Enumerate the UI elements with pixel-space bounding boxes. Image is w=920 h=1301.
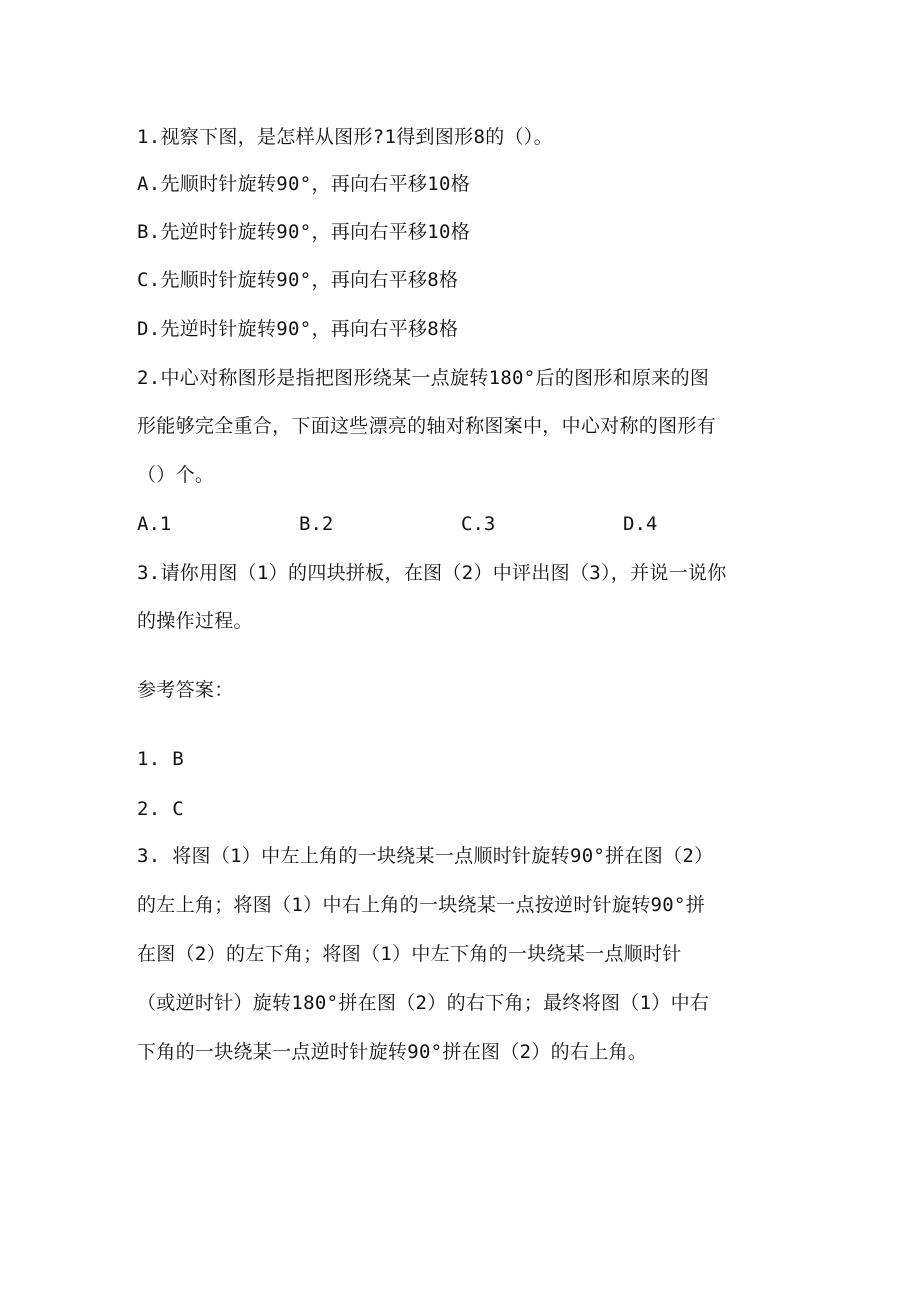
answer-3-line-2: 的左上角；将图（1）中右上角的一块绕某一点按逆时针旋转90°拼 bbox=[137, 894, 706, 916]
q1-stem: 1.视察下图，是怎样从图形?1得到图形8的（）。 bbox=[137, 126, 553, 148]
answers-heading: 参考答案： bbox=[137, 679, 234, 701]
q2-option-d: D.4 bbox=[623, 513, 658, 535]
answer-1: 1. B bbox=[137, 748, 184, 770]
q2-stem-line-2: 形能够完全重合，下面这些漂亮的轴对称图案中，中心对称的图形有 bbox=[137, 415, 717, 437]
q2-option-c: C.3 bbox=[461, 513, 496, 535]
q3-stem-line-2: 的操作过程。 bbox=[137, 610, 253, 632]
answer-3-line-4: （或逆时针）旋转180°拼在图（2）的右下角；最终将图（1）中右 bbox=[137, 992, 710, 1014]
q1-option-b: B.先逆时针旋转90°，再向右平移10格 bbox=[137, 221, 471, 243]
q1-option-c: C.先顺时针旋转90°，再向右平移8格 bbox=[137, 269, 459, 291]
q1-option-d: D.先逆时针旋转90°，再向右平移8格 bbox=[137, 318, 459, 340]
answer-3-line-1: 3. 将图（1）中左上角的一块绕某一点顺时针旋转90°拼在图（2） bbox=[137, 845, 714, 867]
q2-stem-line-3: （）个。 bbox=[137, 464, 215, 486]
answer-2: 2. C bbox=[137, 798, 184, 820]
q2-option-b: B.2 bbox=[299, 513, 334, 535]
q2-stem-line-1: 2.中心对称图形是指把图形绕某一点旋转180°后的图形和原来的图 bbox=[137, 367, 710, 389]
answer-3-line-5: 下角的一块绕某一点逆时针旋转90°拼在图（2）的右上角。 bbox=[137, 1041, 648, 1063]
answer-3-line-3: 在图（2）的左下角；将图（1）中左下角的一块绕某一点顺时针 bbox=[137, 943, 682, 965]
q1-option-a: A.先顺时针旋转90°，再向右平移10格 bbox=[137, 173, 471, 195]
q2-option-a: A.1 bbox=[137, 513, 172, 535]
q3-stem-line-1: 3.请你用图（1）的四块拼板，在图（2）中评出图（3），并说一说你 bbox=[137, 562, 727, 584]
